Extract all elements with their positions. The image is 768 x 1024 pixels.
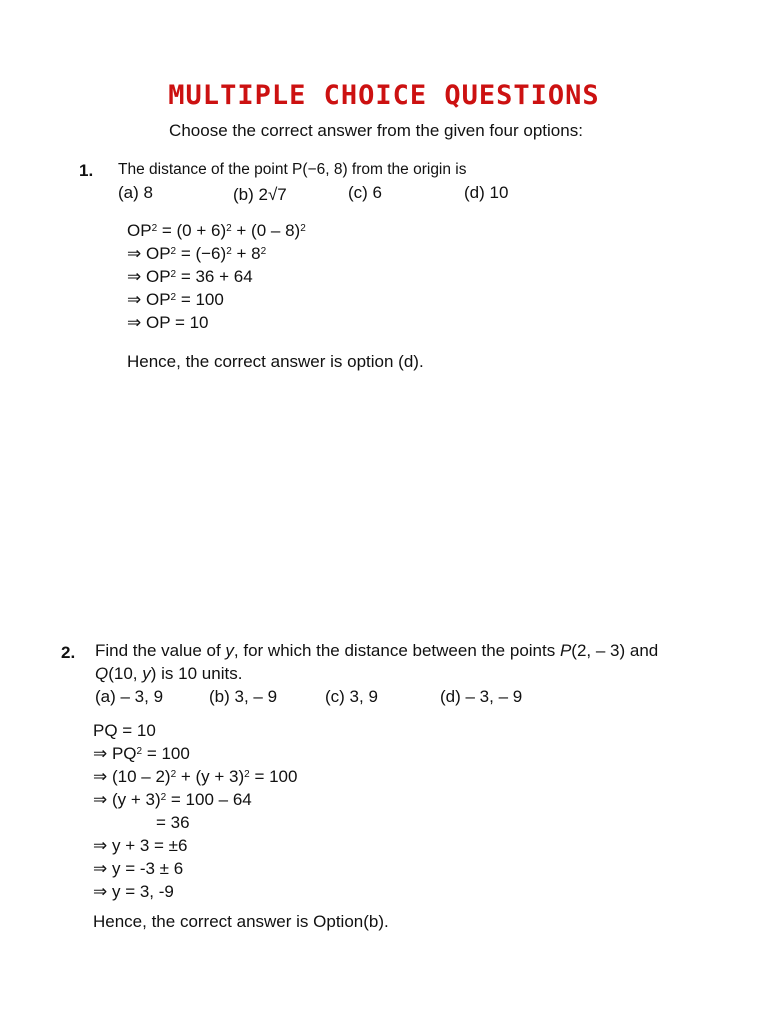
question-2-option-b: (b) 3, – 9 (209, 687, 278, 706)
solution-2-step-5: = 36 (156, 813, 190, 832)
solution-2-step-4: ⇒ $(y + 3)^2 = 100 - 64$ (93, 790, 252, 809)
question-2-text-line-1: Find the value of y, for which the distance between the points P(2, – 3) and (95, 641, 659, 660)
solution-2-step-8: ⇒ y = 3, -9 (93, 882, 174, 901)
instruction-text: Choose the correct answer from the given four options: (169, 121, 583, 140)
question-2-text-line-2: Q(10, y) is 10 units. (95, 664, 243, 683)
question-1-text: The distance of the point P(−6, 8) from the origin is (118, 161, 467, 178)
solution-1-step-2: ⇒ $OP^2 = (-6)^2 + 8^2$ (127, 244, 267, 263)
question-1-conclusion: Hence, the correct answer is option (d). (127, 352, 424, 371)
solution-1-step-1: $OP^2 = (0 + 6)^2 + (0 - 8)^2$ (127, 221, 306, 240)
solution-1-step-3: ⇒ $OP^2 = 36 + 64$ (127, 267, 253, 286)
question-1-option-b: (b) 2√7 (233, 185, 287, 204)
solution-1-step-4: ⇒ $OP^2 = 100$ (127, 290, 224, 309)
page-title: MULTIPLE CHOICE QUESTIONS (168, 80, 600, 111)
question-2-conclusion: Hence, the correct answer is Option(b). (93, 912, 389, 931)
solution-2-step-7: ⇒ y = -3 ± 6 (93, 859, 184, 878)
solution-2-step-6: ⇒ y + 3 = ±6 (93, 836, 188, 855)
question-1-option-c: (c) 6 (348, 183, 382, 202)
question-2-option-a: (a) – 3, 9 (95, 687, 164, 706)
solution-2-step-2: ⇒ $PQ^2 = 100$ (93, 744, 190, 763)
question-1-number: 1. (79, 161, 94, 180)
question-1-option-a: (a) 8 (118, 183, 153, 202)
question-2-number: 2. (61, 643, 76, 662)
question-2-option-c: (c) 3, 9 (325, 687, 378, 706)
solution-1-step-5: ⇒ OP = 10 (127, 313, 209, 332)
solution-2-step-1: PQ = 10 (93, 721, 156, 740)
question-1-option-d: (d) 10 (464, 183, 509, 202)
question-2-option-d: (d) – 3, – 9 (440, 687, 523, 706)
solution-2-step-3: ⇒ $(10 - 2)^2 + (y + 3)^2 = 100$ (93, 767, 298, 786)
